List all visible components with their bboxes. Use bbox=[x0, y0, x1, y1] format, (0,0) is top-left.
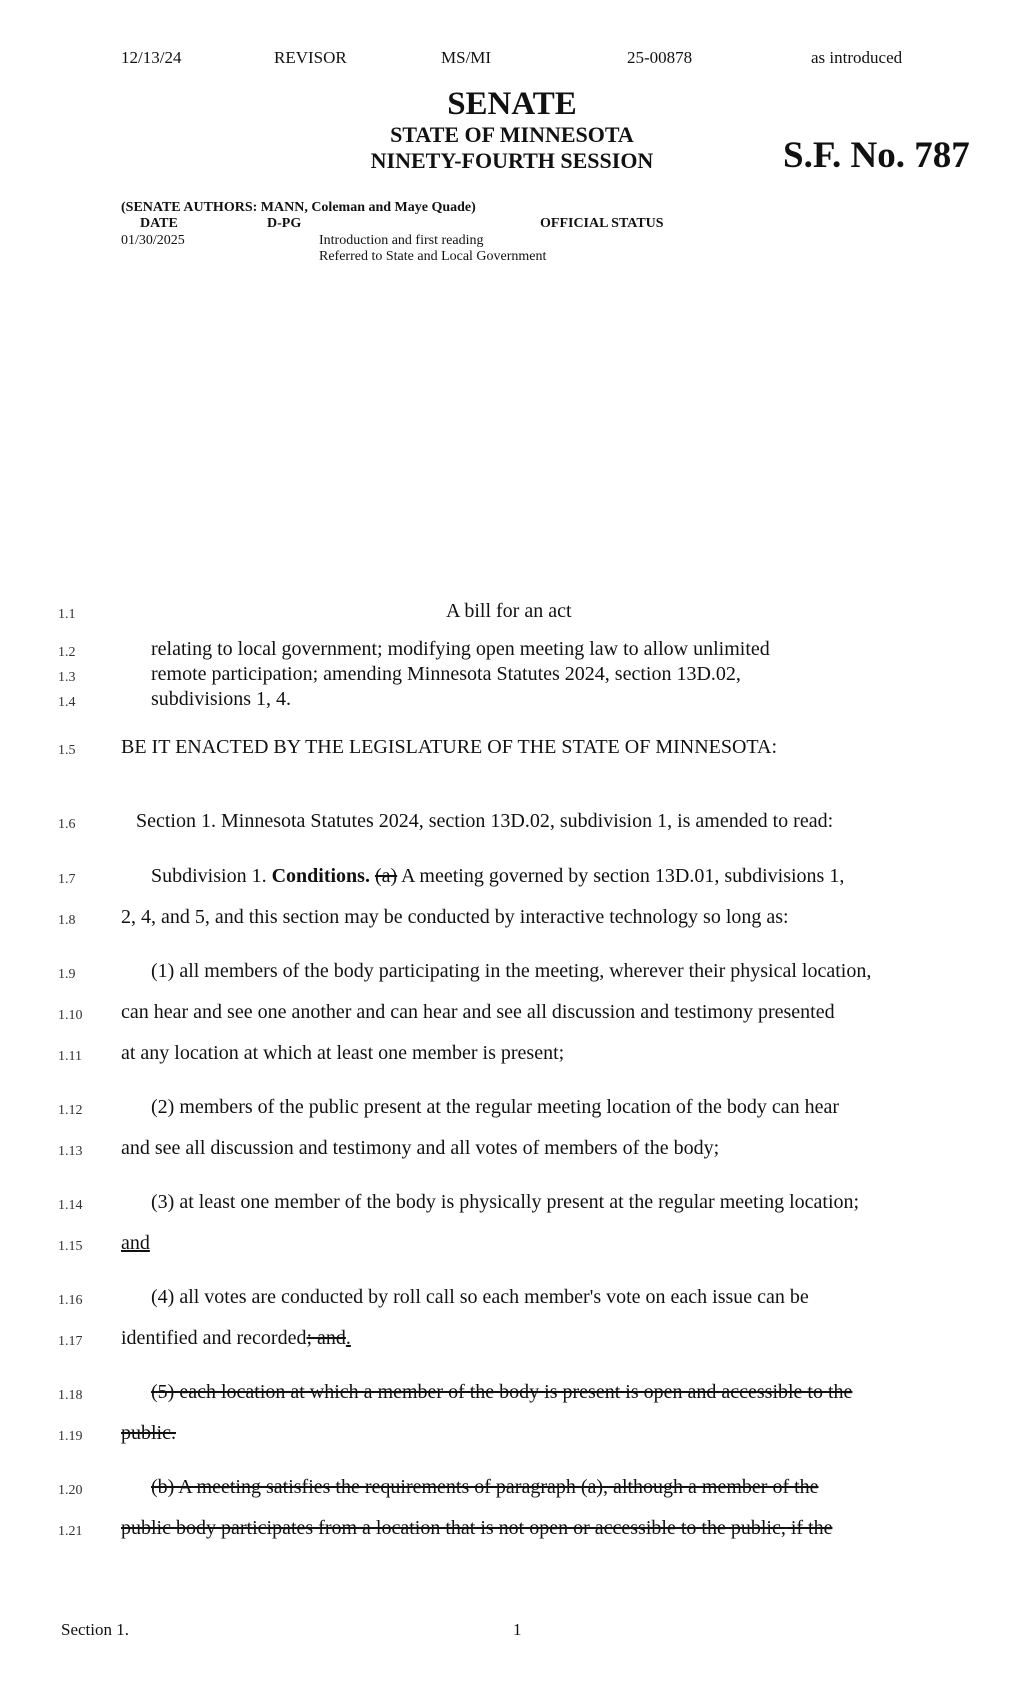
bill-text-line: at any location at which at least one member is present; bbox=[121, 1042, 565, 1064]
stricken-text: (b) A meeting satisfies the requirements of paragraph (a), although a member of the bbox=[151, 1476, 819, 1498]
enacting-clause: BE IT ENACTED BY THE LEGISLATURE OF THE STATE OF MINNESOTA: bbox=[121, 736, 778, 758]
inserted-text: and bbox=[121, 1232, 150, 1254]
entry-status-1: Introduction and first reading bbox=[319, 233, 484, 248]
stricken-text: (a) bbox=[374, 865, 398, 887]
line-number: 1.7 bbox=[58, 872, 76, 887]
subdivision-label: Subdivision 1. bbox=[151, 865, 272, 887]
line-number: 1.15 bbox=[58, 1239, 83, 1254]
line-number: 1.13 bbox=[58, 1144, 83, 1159]
col-status: OFFICIAL STATUS bbox=[540, 216, 664, 231]
bill-title-line: relating to local government; modifying open meeting law to allow unlimited bbox=[151, 638, 770, 660]
header-doc-number: 25-00878 bbox=[627, 48, 693, 67]
line-number: 1.6 bbox=[58, 817, 76, 832]
line-number: 1.9 bbox=[58, 967, 76, 982]
col-dpg: D-PG bbox=[267, 216, 302, 231]
line-number: 1.16 bbox=[58, 1293, 83, 1308]
stricken-text: ; and bbox=[306, 1327, 346, 1349]
bill-text-line bbox=[121, 1232, 150, 1255]
bill-text-line: (1) all members of the body participating in the meeting, wherever their physical location, bbox=[151, 960, 872, 982]
line-number: 1.1 bbox=[58, 607, 76, 622]
line-number: 1.18 bbox=[58, 1388, 83, 1403]
line-number: 1.10 bbox=[58, 1008, 83, 1023]
line-number: 1.11 bbox=[58, 1049, 82, 1064]
state-title: STATE OF MINNESOTA bbox=[390, 122, 634, 147]
file-number: S.F. No. 787 bbox=[783, 135, 970, 176]
line-number: 1.20 bbox=[58, 1483, 83, 1498]
line-number: 1.17 bbox=[58, 1334, 83, 1349]
subdivision-heading: Conditions. bbox=[271, 865, 370, 887]
bill-text-line: can hear and see one another and can hear and see all discussion and testimony presented bbox=[121, 1001, 835, 1023]
line-number: 1.3 bbox=[58, 670, 76, 685]
page-number: 1 bbox=[513, 1620, 522, 1639]
stricken-text: public body participates from a location that is not open or accessible to the public, if the bbox=[121, 1517, 833, 1539]
line-number: 1.14 bbox=[58, 1198, 83, 1213]
bill-text-line: 2, 4, and 5, and this section may be conducted by interactive technology so long as: bbox=[121, 906, 789, 928]
header-revisor: REVISOR bbox=[274, 48, 347, 67]
bill-text-line: (2) members of the public present at the regular meeting location of the body can hear bbox=[151, 1096, 840, 1118]
inserted-text: . bbox=[345, 1327, 351, 1349]
header-initials: MS/MI bbox=[441, 48, 492, 67]
entry-status-2: Referred to State and Local Government bbox=[319, 249, 547, 264]
header-status: as introduced bbox=[811, 48, 903, 67]
authors-line: (SENATE AUTHORS: MANN, Coleman and Maye Quade) bbox=[121, 200, 476, 215]
line-number: 1.12 bbox=[58, 1103, 83, 1118]
line-number: 1.8 bbox=[58, 913, 76, 928]
bill-text-line: (3) at least one member of the body is physically present at the regular meeting location; bbox=[151, 1191, 860, 1213]
header-date: 12/13/24 bbox=[121, 48, 182, 67]
line-number: 1.4 bbox=[58, 695, 76, 710]
line-number: 1.19 bbox=[58, 1429, 83, 1444]
bill-text-line: (4) all votes are conducted by roll call so each member's vote on each issue can be bbox=[151, 1286, 809, 1308]
bill-heading: A bill for an act bbox=[446, 600, 572, 622]
session-title: NINETY-FOURTH SESSION bbox=[370, 148, 654, 173]
bill-title-line: subdivisions 1, 4. bbox=[151, 688, 292, 710]
line-number: 1.5 bbox=[58, 743, 76, 758]
bill-title-line: remote participation; amending Minnesota Statutes 2024, section 13D.02, bbox=[151, 663, 741, 685]
line-number: 1.2 bbox=[58, 645, 76, 660]
line-number: 1.21 bbox=[58, 1524, 83, 1539]
stricken-text: (5) each location at which a member of the body is present is open and accessible to the bbox=[151, 1381, 853, 1403]
section-heading: Section 1. Minnesota Statutes 2024, section 13D.02, subdivision 1, is amended to read: bbox=[136, 810, 834, 832]
col-date: DATE bbox=[140, 216, 178, 231]
bill-text-line: Subdivision 1. Conditions. (a) A meeting governed by section 13D.01, subdivisions 1, bbox=[151, 865, 845, 887]
stricken-text: public. bbox=[121, 1422, 176, 1444]
entry-date: 01/30/2025 bbox=[121, 233, 185, 248]
bill-text-line: and see all discussion and testimony and all votes of members of the body; bbox=[121, 1137, 720, 1159]
footer-section: Section 1. bbox=[61, 1620, 129, 1639]
bill-text-line: identified and recorded; and. bbox=[121, 1327, 351, 1349]
chamber-title: SENATE bbox=[447, 86, 577, 122]
